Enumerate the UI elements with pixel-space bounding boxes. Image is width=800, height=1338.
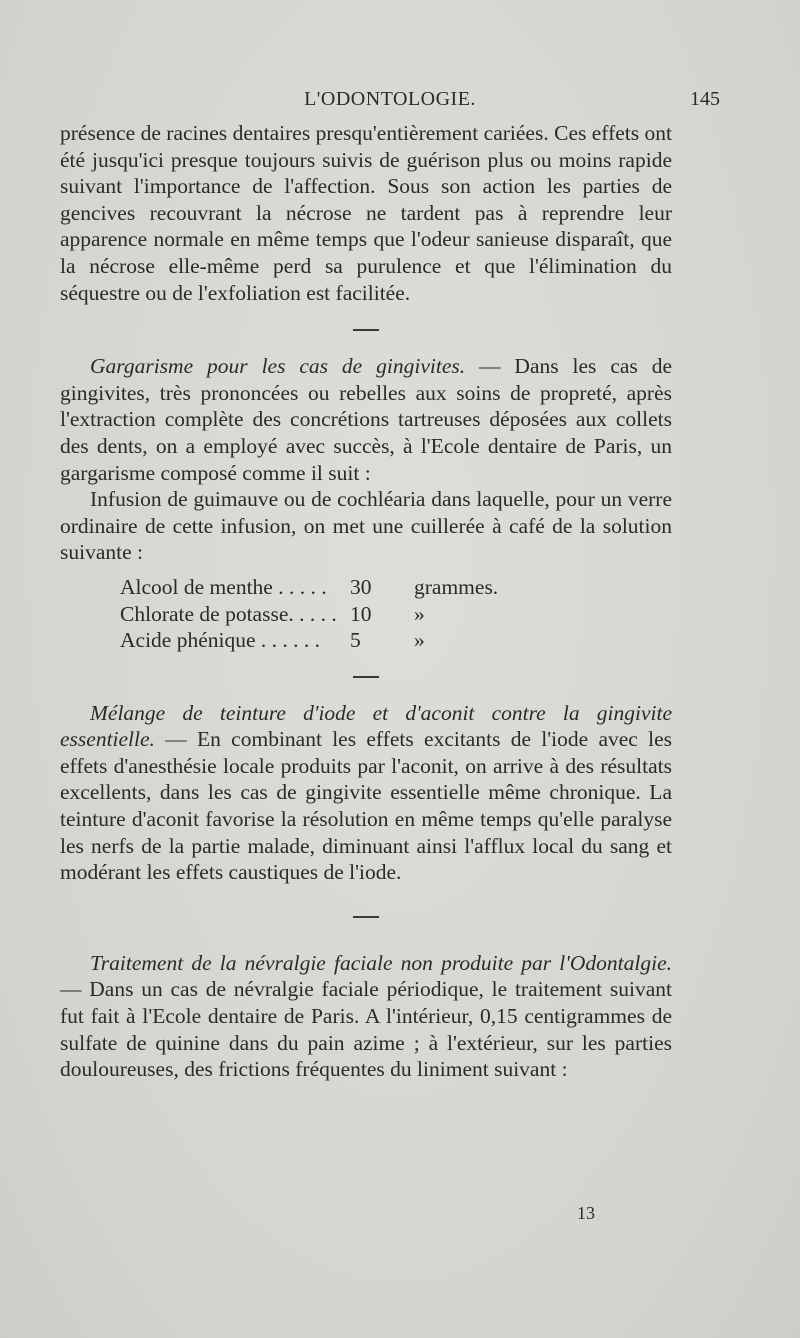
- running-title: L'ODONTOLOGIE.: [304, 88, 476, 110]
- section-text-nevralgie: — Dans un cas de névralgie faciale périodique, le traitement suivant fut fait à l'Ecole dentaire de Paris. A l'intérieur, 0,15 centigrammes de sulfate de quinine dans du pain azime ; à l'extérieur, sur les parties douloureuses, des frictions fréquentes du liniment suivant :: [60, 977, 672, 1082]
- recipe-unit: »: [414, 601, 425, 626]
- recipe-row: [120, 627, 498, 654]
- section-separator: [353, 329, 379, 331]
- recipe-quantity: 5: [350, 628, 361, 653]
- body-text: [60, 120, 672, 1083]
- recipe-row: [120, 574, 498, 601]
- paragraph-infusion: [60, 486, 672, 566]
- section-heading-nevralgie: Traitement de la névralgie faciale non produite par l'Odontalgie.: [90, 950, 672, 975]
- paragraph-infusion-text: Infusion de guimauve ou de cochléaria dans laquelle, pour un verre ordinaire de cette infusion, on met une cuillerée à café de la solution suivante :: [60, 487, 672, 565]
- section-separator: [353, 916, 379, 918]
- section-nevralgie: [60, 950, 672, 1083]
- paragraph-intro-text: présence de racines dentaires presqu'entièrement cariées. Ces effets ont été jusqu'ici presque toujours suivis de guérison plus ou moins rapide suivant l'importance de l'affection. Sous son action les parties de gencives recouvrant la nécrose ne tardent pas à reprendre leur apparence normale en même temps que l'odeur sanieuse disparaît, que la nécrose elle-même perd sa purulence et que l'élimination du séquestre ou de l'exfoliation est facilitée.: [60, 121, 672, 305]
- section-gargarisme: [60, 353, 672, 486]
- signature-mark: 13: [577, 1203, 595, 1223]
- section-separator: [353, 676, 379, 678]
- recipe-unit: grammes.: [414, 574, 499, 599]
- recipe-ingredient: Acide phénique . . . . . .: [120, 628, 321, 653]
- recipe-ingredient: Chlorate de potasse. . . . .: [120, 601, 337, 626]
- recipe-quantity: 30: [350, 574, 372, 599]
- recipe-quantity: 10: [350, 601, 372, 626]
- section-heading-melange: Mélange de teinture d'iode et d'aconit contre la gingivite essentielle.: [60, 700, 672, 752]
- section-heading-gargarisme: Gargarisme pour les cas de gingivites.: [90, 354, 466, 379]
- section-text-gargarisme: — Dans les cas de gingivites, très prononcées ou rebelles aux soins de propreté, après l'extraction complète des concrétions tartreuses déposées aux collets des dents, on a employé avec succès, à l'Ecole dentaire de Paris, un gargarisme composé comme il suit :: [60, 354, 672, 485]
- recipe-row: [120, 601, 498, 628]
- page-header: [60, 88, 720, 118]
- recipe-ingredient: Alcool de menthe . . . . .: [120, 574, 327, 599]
- section-text-melange: — En combinant les effets excitants de l'iode avec les effets d'anesthésie locale produits par l'aconit, on arrive à des résultats excellents, dans les cas de gingivite essentielle même chronique. La teinture d'aconit favorise la résolution en même temps qu'elle paralyse les nerfs de la partie malade, diminuant ainsi l'afflux local du sang et modérant les effets caustiques de l'iode.: [60, 727, 672, 885]
- section-melange: [60, 700, 672, 886]
- paragraph-intro: [60, 120, 672, 306]
- page-number: 145: [690, 88, 720, 110]
- recipe-unit: »: [414, 628, 425, 653]
- recipe-table: [120, 574, 498, 654]
